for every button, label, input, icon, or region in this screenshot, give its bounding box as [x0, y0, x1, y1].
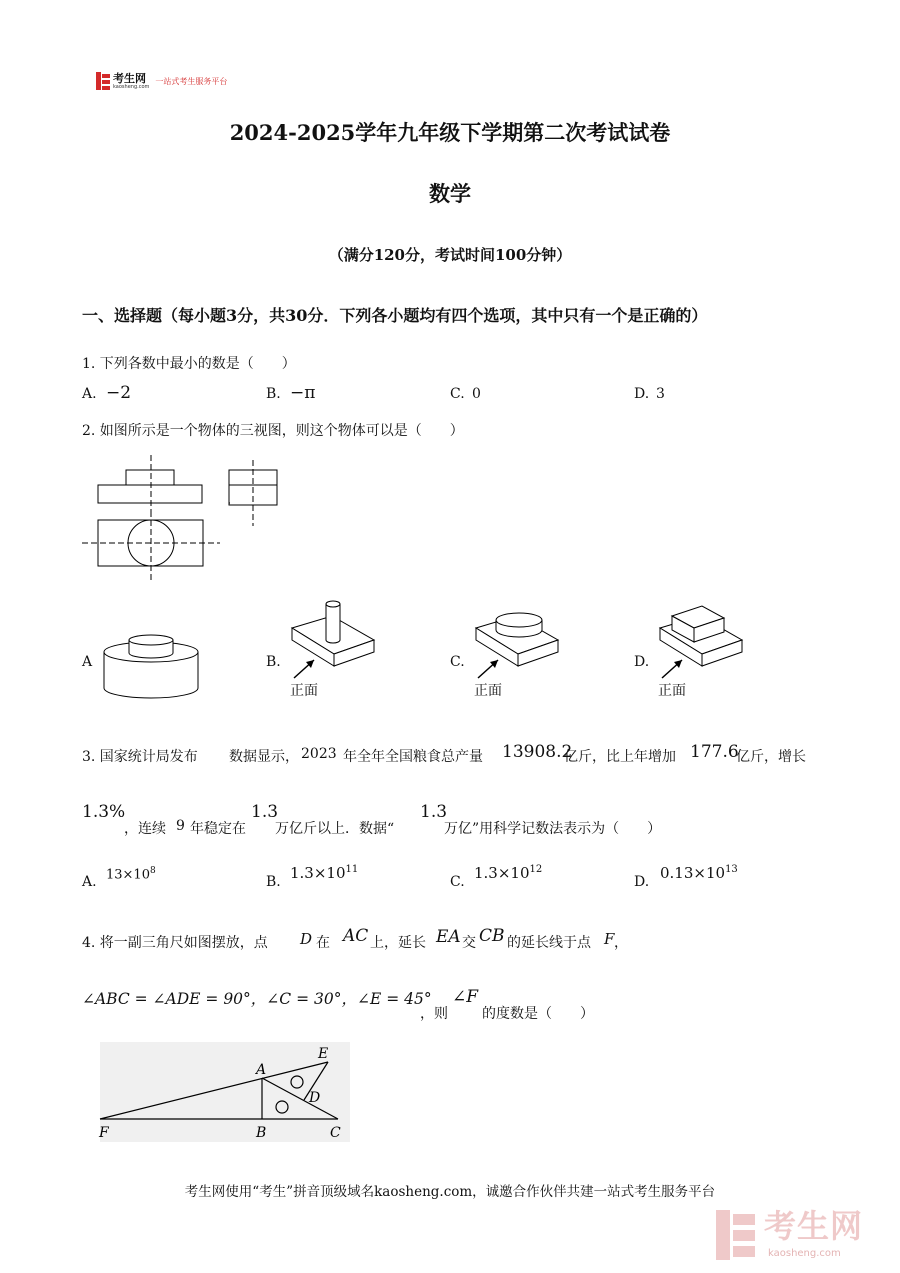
q3-option-d-value: $0.13\times 10^{13}$: [660, 864, 738, 882]
q1-option-c-label: C.: [450, 386, 465, 402]
q4-point-d: D: [300, 930, 313, 948]
label-e: E: [318, 1046, 329, 1062]
q3-option-d-label: D.: [634, 874, 650, 890]
q3-increase: 177.6: [690, 742, 739, 762]
subject-title: 数学: [429, 181, 471, 206]
q1-option-d-label: D.: [634, 386, 650, 402]
side-view-drawing: [226, 460, 286, 540]
q3-line2-part1: ，连续: [124, 821, 166, 837]
logo-text: [113, 73, 149, 90]
q2-option-b-label: B.: [266, 654, 281, 670]
three-view-drawing: [80, 455, 230, 585]
site-logo[interactable]: [96, 70, 227, 92]
section-title: 一、选择题（每小题3分，共30分．下列各小题均有四个选项，其中只有一个是正确的）: [82, 306, 708, 325]
q2-option-b-figure: [284, 598, 384, 680]
footer-text: 考生网使用“考生”拼音顶级域名kaosheng.com，诚邀合作伙伴共建一站式考生服务平台: [184, 1184, 716, 1200]
q3-line1-part1: 3. 国家统计局发布: [82, 749, 198, 765]
logo-name: 考生网: [113, 71, 146, 85]
q2-option-b-front-label: 正面: [290, 683, 318, 699]
q1-option-c-value: 0: [472, 386, 481, 402]
front-view-top-block: [126, 470, 174, 485]
q4-line1-part1: 4. 将一副三角尺如图摆放，点: [82, 935, 268, 951]
q4-line2-part1: ，则: [420, 1006, 448, 1022]
exam-info: （满分120分，考试时间100分钟）: [328, 246, 572, 264]
watermark-text-group: [764, 1207, 864, 1245]
q3-option-a-label: A.: [82, 874, 97, 890]
q4-angle-f: ∠F: [452, 987, 479, 1007]
q3-line2-value1: 1.3: [251, 802, 279, 822]
label-a: A: [256, 1062, 267, 1078]
q2-option-a-label: A: [82, 654, 93, 670]
q3-line2-part3: 万亿斤以上．数据“: [275, 821, 395, 837]
q1-option-b-label: B.: [266, 386, 281, 402]
q3-line2-years: 9: [176, 818, 185, 834]
q3-option-c-label: C.: [450, 874, 465, 890]
logo-url: kaosheng.com: [113, 83, 150, 90]
q4-segment-ea: EA: [436, 927, 461, 947]
label-f: F: [99, 1125, 109, 1141]
q3-line2-part4: 万亿”用科学记数法表示为（ ）: [444, 821, 662, 837]
q2-option-d-label: D.: [634, 654, 650, 670]
question-1-stem: 1. 下列各数中最小的数是（ ）: [82, 356, 296, 372]
q4-segment-ac: AC: [343, 926, 369, 946]
q2-option-d-figure: [652, 598, 752, 680]
logo-mark-icon: [96, 72, 110, 90]
q4-line1-part5: 的延长线于点: [507, 935, 591, 951]
q3-line1-part3: 年全年全国粮食总产量: [343, 749, 483, 765]
q3-option-a-value: $13\times 10^8$: [106, 866, 156, 883]
q4-line1-part4: 交: [462, 935, 476, 951]
q3-line1-year: 2023: [301, 746, 337, 762]
q1-option-a-label: A.: [82, 386, 97, 402]
q4-line1-part3: 上，延长: [370, 935, 426, 951]
q3-total-output: 13908.2: [502, 742, 573, 762]
q3-option-c-value: $1.3\times 10^{12}$: [474, 864, 543, 882]
q4-point-f: F: [604, 930, 615, 948]
q3-line1-part2: 数据显示，: [229, 749, 299, 765]
q4-line2-part2: 的度数是（ ）: [482, 1006, 594, 1022]
q2-option-c-figure: [468, 598, 568, 680]
label-d: D: [309, 1090, 321, 1106]
q4-angle-conditions: ∠ABC = ∠ADE = 90°，∠C = 30°，∠E = 45°: [82, 990, 432, 1008]
q4-line1-part2: 在: [316, 935, 330, 951]
q1-option-d-value: 3: [656, 386, 665, 402]
q3-option-b-label: B.: [266, 874, 281, 890]
q3-line2-part2: 年稳定在: [190, 821, 246, 837]
watermark-url: kaosheng.com: [768, 1248, 841, 1259]
q1-option-b-value: −π: [290, 383, 316, 403]
q4-segment-cb: CB: [479, 926, 505, 946]
logo-slogan: 一站式考生服务平台: [155, 76, 228, 86]
q1-option-a-value: −2: [106, 383, 132, 403]
q3-option-b-value: $1.3\times 10^{11}$: [290, 864, 359, 882]
q2-option-a-figure: [100, 628, 202, 700]
watermark-logo-icon: [716, 1210, 758, 1260]
q2-option-d-front-label: 正面: [658, 683, 686, 699]
watermark-text: 考生网: [764, 1207, 864, 1245]
q3-line2-value2: 1.3: [420, 802, 448, 822]
q4-triangle-figure: [92, 1040, 362, 1148]
question-2-stem: 2. 如图所示是一个物体的三视图，则这个物体可以是（ ）: [82, 423, 464, 439]
q2-option-c-front-label: 正面: [474, 683, 502, 699]
exam-title: 2024-2025学年九年级下学期第二次考试试卷: [229, 120, 671, 145]
q3-line1-part4: 亿斤，比上年增加: [564, 749, 676, 765]
label-b: B: [256, 1125, 267, 1141]
q3-line1-part5: 亿斤，增长: [736, 749, 806, 765]
label-c: C: [330, 1125, 341, 1141]
front-view-base-block: [98, 485, 202, 503]
q4-line1-comma: ，: [614, 935, 628, 951]
q2-option-c-label: C.: [450, 654, 465, 670]
watermark: [716, 1207, 864, 1260]
q3-growth-rate: 1.3%: [82, 802, 126, 822]
